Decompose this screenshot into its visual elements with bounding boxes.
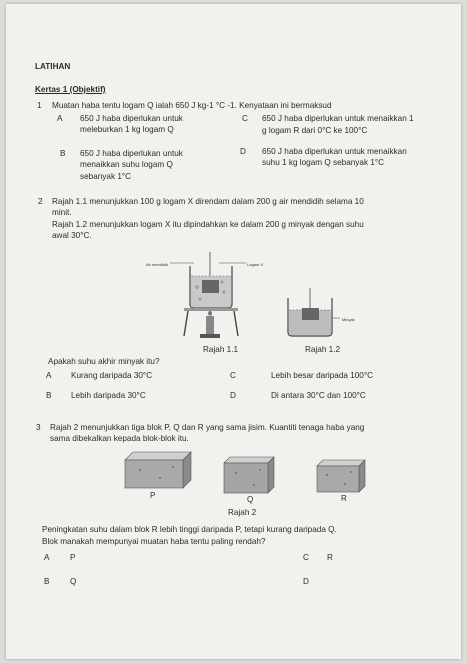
block-q-drawing [224, 457, 274, 493]
block-r-label: R [341, 494, 347, 503]
block-r-drawing [317, 460, 365, 492]
q2-option-c-text: Lebih besar daripada 100°C [271, 371, 374, 380]
q2-option-d-text: Di antara 30°C dan 100°C [271, 391, 366, 400]
q1-option-a-letter: A [57, 114, 63, 123]
label-metal-x: Logam X [247, 262, 264, 267]
q3-option-a-letter: A [44, 553, 50, 562]
q1-option-d-line1: 650 J haba diperlukan untuk menaikkan [262, 147, 407, 156]
q3-option-b-text: Q [70, 577, 77, 586]
label-boiling-water: Air mendidih [146, 262, 169, 267]
q3-paragraph-line1: Peningkatan suhu dalam blok R lebih tinggi daripada P, tetapi kurang daripada Q. [42, 525, 337, 534]
block-p-drawing [125, 452, 191, 488]
q1-option-a-line2: meleburkan 1 kg logam Q [80, 125, 174, 134]
q1-option-b-line1: 650 J haba diperlukan untuk [80, 149, 183, 158]
q3-option-c-letter: C [303, 553, 309, 562]
q1-option-d-letter: D [240, 147, 246, 156]
q2-stem-line3: Rajah 1.2 menunjukkan logam X itu dipindahkan ke dalam 200 g minyak dengan suhu [52, 220, 364, 229]
q1-option-c-letter: C [242, 114, 248, 123]
figure-1-1-caption: Rajah 1.1 [203, 345, 239, 354]
q1-stem: Muatan haba tentu logam Q ialah 650 J kg-1 °C -1. Kenyataan ini bermaksud [52, 101, 332, 110]
q2-option-c-letter: C [230, 371, 236, 380]
q3-number: 3 [36, 423, 41, 432]
q3-option-b-letter: B [44, 577, 50, 586]
figure-1-2-caption: Rajah 1.2 [305, 345, 341, 354]
q1-option-d-line2: suhu 1 kg logam Q sebanyak 1°C [262, 158, 385, 167]
q3-stem-line2: sama dibekalkan kepada blok-blok itu. [50, 434, 189, 443]
q1-option-b-line2: menaikkan suhu logam Q [80, 160, 173, 169]
q1-option-c-line1: 650 J haba diperlukan untuk menaikkan 1 [262, 114, 414, 123]
q1-option-b-line3: sebanyak 1°C [80, 172, 132, 181]
label-oil: Minyak [342, 317, 355, 322]
q2-option-d-letter: D [230, 391, 236, 400]
q1-option-b-letter: B [60, 149, 66, 158]
q2-question: Apakah suhu akhir minyak itu? [48, 357, 160, 366]
q3-option-a-text: P [70, 553, 76, 562]
block-q-label: Q [247, 495, 254, 504]
q2-option-b-letter: B [46, 391, 52, 400]
worksheet-title: LATIHAN [35, 62, 71, 71]
q2-stem-line4: awal 30°C. [52, 231, 92, 240]
q2-stem-line2: minit. [52, 208, 72, 217]
section-heading: Kertas 1 (Objektif) [35, 85, 106, 94]
figure-2-caption: Rajah 2 [228, 508, 257, 517]
q1-number: 1 [37, 101, 42, 110]
q2-stem-line1: Rajah 1.1 menunjukkan 100 g logam X direndam dalam 200 g air mendidih selama 10 [52, 197, 364, 206]
q2-option-a-letter: A [46, 371, 52, 380]
q2-option-b-text: Lebih daripada 30°C [71, 391, 146, 400]
q3-option-c-text: R [327, 553, 333, 562]
q1-option-a-line1: 650 J haba diperlukan untuk [80, 114, 183, 123]
q3-stem-line1: Rajah 2 menunjukkan tiga blok P, Q dan R yang sama jisim. Kuantiti tenaga haba yang [50, 423, 365, 432]
q3-option-d-letter: D [303, 577, 309, 586]
q3-paragraph-line2: Blok manakah mempunyai muatan haba tentu paling rendah? [42, 537, 266, 546]
q1-option-c-line2: g logam R dari 0°C ke 100°C [262, 126, 368, 135]
q2-option-a-text: Kurang daripada 30°C [71, 371, 153, 380]
block-p-label: P [150, 491, 156, 500]
q2-number: 2 [38, 197, 43, 206]
